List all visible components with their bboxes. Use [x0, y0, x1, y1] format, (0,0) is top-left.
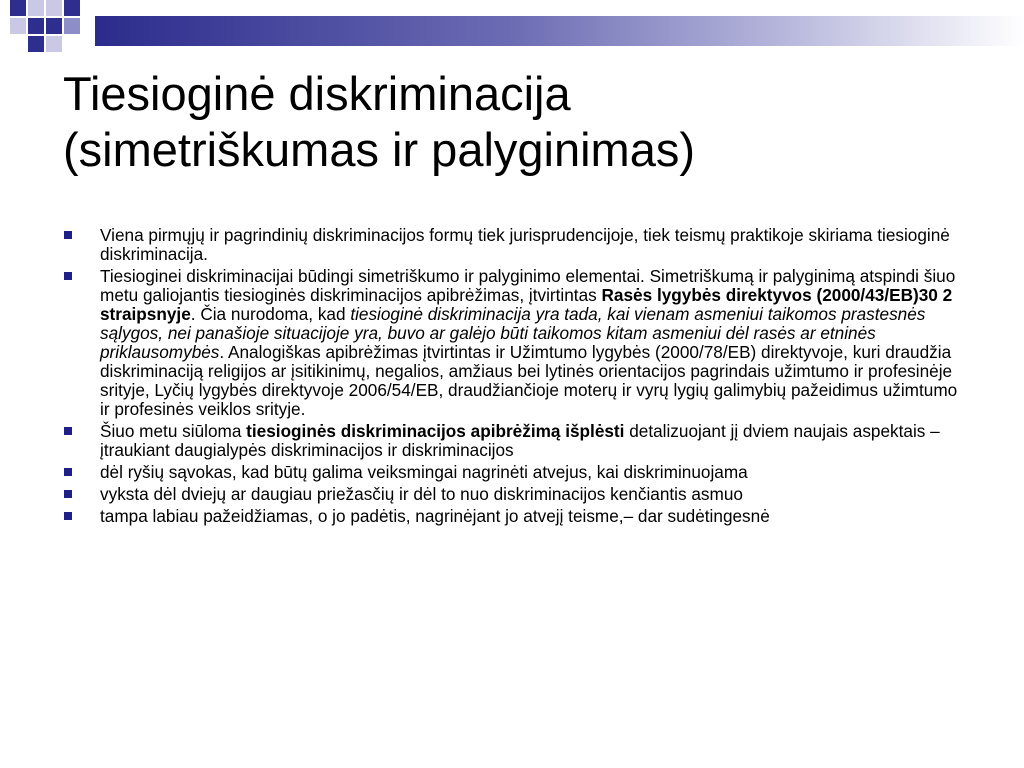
bullet-text: . Analogiškas apibrėžimas įtvirtintas ir Užimtumo lygybės (2000/78/EB) direktyvoje, kuri draudžia diskriminaciją religijos ar įsitikinimų, negalios, amžiaus bei lytinės orientacijos pagrindais užimtumo ir profesinėje srityje, Lyčių lygybės direktyvoje 2006/54/EB, draudžiančioje moterų ir vyrų lygių galimybių pažeidimus užimtumo ir profesinės veiklos srityje. — [100, 342, 958, 419]
decor-square — [28, 0, 44, 16]
bullet-bold-text: tiesioginės diskriminacijos apibrėžimą išplėsti — [246, 421, 625, 441]
bullet-bold-text: Rasės lygybės direktyvos (2000/43/EB)30 2 straipsnyje — [100, 285, 953, 324]
bullet-square-icon — [64, 272, 72, 280]
decor-square — [28, 36, 44, 52]
list-item — [63, 422, 963, 460]
bullet-square-icon — [64, 468, 72, 476]
slide-title — [63, 66, 963, 178]
decor-square — [64, 18, 80, 34]
bullet-text: Tiesioginei diskriminacijai būdingi simetriškumo ir palyginimo elementai. Simetriškumą ir palyginimą atspindi šiuo metu galiojantis tiesioginės diskriminacijos apibrėžimas, įtvirtintas — [100, 266, 956, 305]
bullet-text: Šiuo metu siūloma — [100, 421, 247, 441]
bullet-list — [63, 226, 963, 529]
list-item — [63, 485, 963, 504]
title-line: (simetriškumas ir palyginimas) — [63, 123, 695, 176]
decor-square — [46, 18, 62, 34]
bullet-text: . Čia nurodoma, kad — [190, 304, 351, 324]
bullet-text: detalizuojant jį dviem naujais aspektais – įtraukiant daugialypės diskriminacijos ir diskriminacijos — [100, 421, 940, 460]
header-gradient-band — [95, 16, 1024, 46]
bullet-text: Viena pirmųjų ir pagrindinių diskriminacijos formų tiek jurisprudencijoje, tiek teismų praktikoje skiriama tiesioginė diskriminacija. — [100, 225, 950, 264]
bullet-square-icon — [64, 427, 72, 435]
decor-square — [46, 0, 62, 16]
bullet-text: tampa labiau pažeidžiamas, o jo padėtis, nagrinėjant jo atvejį teisme,– dar sudėtingesnė — [100, 506, 770, 526]
list-item — [63, 507, 963, 526]
bullet-square-icon — [64, 231, 72, 239]
decor-square — [46, 36, 62, 52]
bullet-square-icon — [64, 512, 72, 520]
decor-square — [28, 18, 44, 34]
bullet-italic-text: tiesioginė diskriminacija yra tada, kai vienam asmeniui taikomos prastesnės sąlygos, nei panašioje situacijoje yra, buvo ar galėjo būti taikomos kitam asmeniui dėl rasės ar etninės priklausomybės — [100, 304, 926, 362]
decor-square — [10, 0, 26, 16]
bullet-text: dėl ryšių sąvokas, kad būtų galima veiksmingai nagrinėti atvejus, kai diskriminuojama — [100, 462, 748, 482]
decor-square — [10, 18, 26, 34]
bullet-square-icon — [64, 490, 72, 498]
list-item — [63, 267, 963, 419]
decor-square — [64, 0, 80, 16]
bullet-text: vyksta dėl dviejų ar daugiau priežasčių ir dėl to nuo diskriminacijos kenčiantis asmuo — [100, 484, 743, 504]
title-line: Tiesioginė diskriminacija — [63, 67, 571, 120]
list-item — [63, 226, 963, 264]
list-item — [63, 463, 963, 482]
